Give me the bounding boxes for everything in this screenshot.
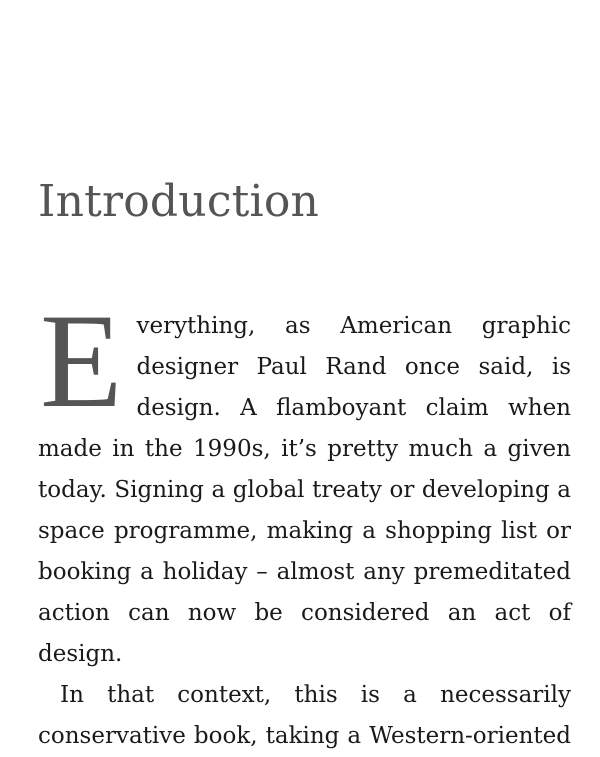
drop-cap: E	[40, 287, 123, 436]
chapter-title: Introduction	[38, 176, 320, 227]
paragraph-1	[38, 287, 571, 675]
paragraph-1-text: verything, as American graphic designer Paul Rand once said, is design. A flamboyant claim when made in the 1990s, it’s pretty much a given today. Signing a global treaty or developing a space programme, making a shopping list or booking a holiday – almost any premeditated action can now be considered an act of design.	[38, 313, 571, 667]
body-text	[38, 287, 571, 757]
paragraph-2: In that context, this is a necessarily conservative book, taking a Western-oriented	[38, 682, 571, 749]
